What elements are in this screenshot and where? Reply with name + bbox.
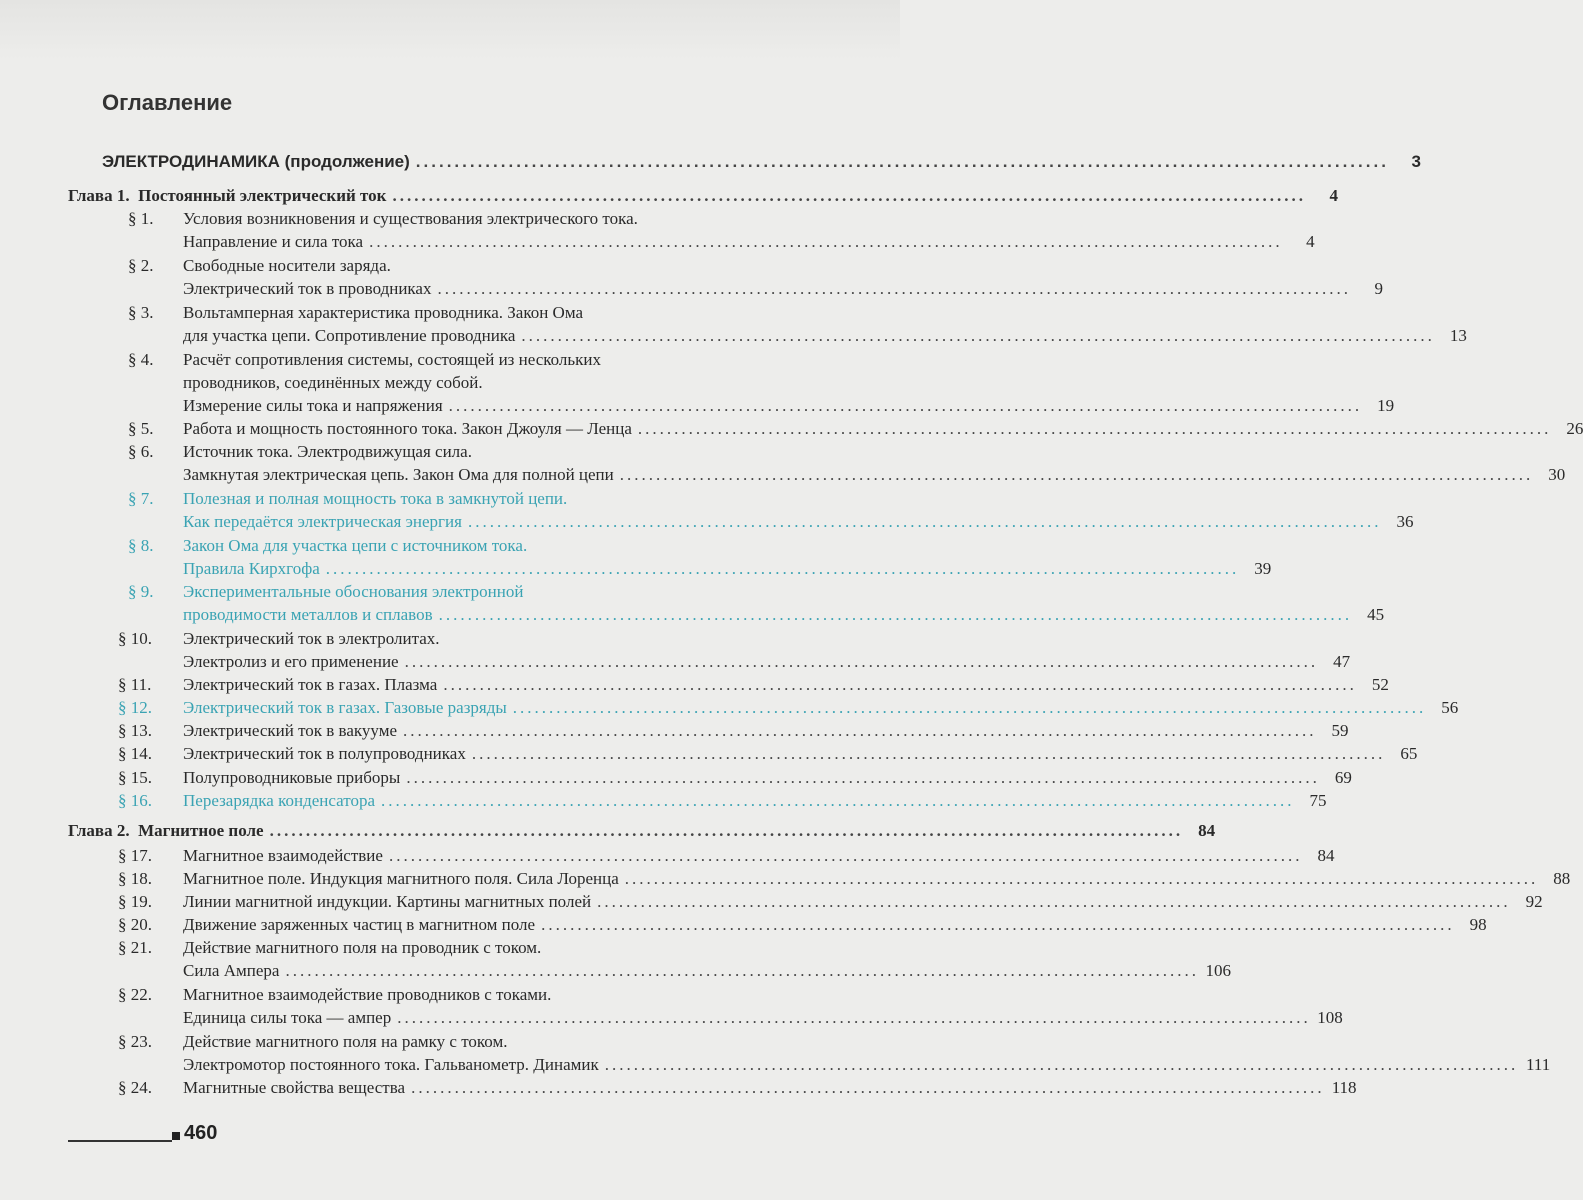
paragraph-title-line: Измерение силы тока и напряжения (183, 396, 443, 415)
toc-paragraph-row[interactable] (183, 1054, 1551, 1076)
paragraph-title-line: для участка цепи. Сопротивление проводника (183, 326, 516, 345)
leader-dots: .............................................................................................................................. (325, 559, 1240, 578)
toc-paragraph-row[interactable] (183, 845, 1335, 867)
toc-paragraph-row[interactable] (183, 511, 1414, 533)
paragraph-title-line: Действие магнитного поля на рамку с током. (183, 1032, 508, 1051)
paragraph-title-line: Замкнутая электрическая цепь. Закон Ома для полной цепи (183, 465, 614, 484)
paragraph-number: § 7. (128, 489, 154, 508)
toc-paragraph-row[interactable] (183, 278, 1383, 300)
paragraph-title-line: проводимости металлов и сплавов (183, 605, 433, 624)
toc-page-number: 30 (1548, 465, 1566, 484)
toc-paragraph-row[interactable] (183, 720, 1349, 742)
toc-page-number: 84 (1198, 821, 1216, 840)
paragraph-number: § 22. (118, 985, 152, 1004)
toc-paragraph-row[interactable] (183, 418, 1583, 440)
paragraph-title-line: Электрический ток в вакууме (183, 721, 398, 740)
paragraph-title-line: Работа и мощность постоянного тока. Закон Джоуля — Ленца (183, 419, 632, 438)
toc-paragraph-row[interactable] (183, 914, 1487, 936)
paragraph-number: § 20. (118, 915, 152, 934)
chapter-label: Глава 1. Постоянный электрический ток (68, 186, 387, 205)
paragraph-title-line: Единица силы тока — ампер (183, 1008, 392, 1027)
leader-dots: .............................................................................................................................. (392, 186, 1306, 205)
toc-page-number: 84 (1317, 846, 1335, 865)
paragraph-number: § 14. (118, 744, 152, 763)
toc-paragraph-row[interactable] (183, 231, 1315, 253)
toc-chapter-row[interactable] (68, 185, 1338, 207)
leader-dots: .............................................................................................................................. (541, 915, 1455, 934)
toc-chapter-row[interactable] (68, 820, 1216, 842)
leader-dots: .............................................................................................................................. (406, 768, 1320, 787)
paragraph-number: § 15. (118, 768, 152, 787)
toc-page-number: 36 (1396, 512, 1414, 531)
toc-paragraph-row[interactable] (183, 464, 1566, 486)
paragraph-title-line: Полезная и полная мощность тока в замкнутой цепи. (183, 489, 568, 508)
toc-page-number: 19 (1377, 396, 1395, 415)
paragraph-number: § 1. (128, 209, 154, 228)
paragraph-title-line: Вольтамперная характеристика проводника. Закон Ома (183, 303, 584, 322)
leader-dots: .............................................................................................................................. (397, 1008, 1311, 1027)
leader-dots: .............................................................................................................................. (415, 152, 1389, 171)
leader-dots: .............................................................................................................................. (269, 821, 1184, 840)
leader-dots: .............................................................................................................................. (404, 652, 1319, 671)
toc-page-number: 39 (1254, 559, 1272, 578)
paragraph-number: § 24. (118, 1078, 152, 1097)
toc-page-number: 75 (1309, 791, 1327, 810)
toc-page-number: 56 (1441, 698, 1459, 717)
page-top-shade (0, 0, 900, 60)
toc-page-number: 118 (1331, 1078, 1357, 1097)
toc-paragraph-row[interactable] (183, 1007, 1343, 1029)
toc-paragraph-row[interactable] (183, 1077, 1357, 1099)
toc-page-number: 26 (1566, 419, 1583, 438)
paragraph-title-line: Электрический ток в полупроводниках (183, 744, 466, 763)
leader-dots: .............................................................................................................................. (521, 326, 1435, 345)
toc-page-number: 4 (1329, 186, 1338, 205)
leader-dots: .............................................................................................................................. (443, 675, 1357, 694)
paragraph-number: § 19. (118, 892, 152, 911)
toc-section-title: ЭЛЕКТРОДИНАМИКА (продолжение) (102, 152, 410, 171)
toc-paragraph-row[interactable] (183, 325, 1467, 347)
toc-page-number: 92 (1525, 892, 1543, 911)
toc-page-number: 47 (1333, 652, 1351, 671)
paragraph-title-line: Расчёт сопротивления системы, состоящей из нескольких (183, 350, 602, 369)
toc-paragraph-row[interactable] (183, 743, 1418, 765)
toc-paragraph-row[interactable] (183, 891, 1543, 913)
paragraph-number: § 10. (118, 629, 152, 648)
leader-dots: .............................................................................................................................. (619, 465, 1534, 484)
paragraph-number: § 4. (128, 350, 154, 369)
toc-page-number: 13 (1449, 326, 1467, 345)
paragraph-title-line: Электрический ток в газах. Газовые разряды (183, 698, 507, 717)
toc-page-number: 3 (1411, 152, 1421, 171)
paragraph-title-line: Полупроводниковые приборы (183, 768, 401, 787)
paragraph-title-line: Как передаётся электрическая энергия (183, 512, 462, 531)
paragraph-title-line: Направление и сила тока (183, 232, 364, 251)
paragraph-title-line: Действие магнитного поля на проводник с током. (183, 938, 542, 957)
toc-page-number: 111 (1525, 1055, 1551, 1074)
leader-dots: .............................................................................................................................. (437, 279, 1351, 298)
paragraph-number: § 17. (118, 846, 152, 865)
leader-dots: .............................................................................................................................. (438, 605, 1353, 624)
toc-paragraph-row[interactable] (183, 395, 1395, 417)
paragraph-number: § 11. (118, 675, 152, 694)
paragraph-title-line: Магнитные свойства вещества (183, 1078, 406, 1097)
toc-page-number: 106 (1205, 961, 1231, 980)
paragraph-title-line: Магнитное поле. Индукция магнитного поля. Сила Лоренца (183, 869, 619, 888)
paragraph-title-line: Электрический ток в газах. Плазма (183, 675, 438, 694)
paragraph-title-line: Электрический ток в электролитах. (183, 629, 440, 648)
paragraph-title-line: Сила Ампера (183, 961, 280, 980)
toc-page-number: 98 (1469, 915, 1487, 934)
leader-dots: .............................................................................................................................. (388, 846, 1303, 865)
toc-page-number: 88 (1553, 869, 1571, 888)
leader-dots: .............................................................................................................................. (467, 512, 1382, 531)
leader-dots: .............................................................................................................................. (381, 791, 1295, 810)
paragraph-title-line: Закон Ома для участка цепи с источником тока. (183, 536, 528, 555)
paragraph-number: § 3. (128, 303, 154, 322)
paragraph-title-line: Правила Кирхгофа (183, 559, 320, 578)
paragraph-title-line: Экспериментальные обоснования электронной (183, 582, 524, 601)
paragraph-number: § 12. (118, 698, 152, 717)
footer-rule (68, 1140, 172, 1142)
paragraph-title-line: Источник тока. Электродвижущая сила. (183, 442, 472, 461)
leader-dots: .............................................................................................................................. (411, 1078, 1325, 1097)
leader-dots: .............................................................................................................................. (604, 1055, 1519, 1074)
toc-paragraph-row[interactable] (183, 558, 1272, 580)
toc-paragraph-row[interactable] (183, 697, 1459, 719)
paragraph-number: § 13. (118, 721, 152, 740)
paragraph-title-line: проводников, соединённых между собой. (183, 373, 483, 392)
toc-page-number: 69 (1334, 768, 1352, 787)
paragraph-title-line: Магнитное взаимодействие проводников с токами. (183, 985, 552, 1004)
leader-dots: .............................................................................................................................. (448, 396, 1363, 415)
page-number: 460 (184, 1122, 218, 1144)
paragraph-number: § 6. (128, 442, 154, 461)
chapter-label: Глава 2. Магнитное поле (68, 821, 264, 840)
toc-page-number: 4 (1306, 232, 1315, 251)
paragraph-number: § 23. (118, 1032, 152, 1051)
toc-paragraph-row[interactable] (183, 790, 1327, 812)
paragraph-title-line: Электролиз и его применение (183, 652, 399, 671)
toc-paragraph-row[interactable] (183, 767, 1352, 789)
toc-page-number: 59 (1331, 721, 1349, 740)
footer-marker (172, 1132, 180, 1140)
toc-page-number: 9 (1374, 279, 1383, 298)
toc-paragraph-row[interactable] (183, 960, 1231, 982)
paragraph-title-line: Магнитное взаимодействие (183, 846, 383, 865)
toc-page-number: 52 (1371, 675, 1389, 694)
paragraph-title-line: Перезарядка конденсатора (183, 791, 375, 810)
paragraph-number: § 16. (118, 791, 152, 810)
toc-paragraph-row[interactable] (183, 604, 1385, 626)
toc-paragraph-row[interactable] (183, 651, 1351, 673)
leader-dots: .............................................................................................................................. (471, 744, 1386, 763)
toc-paragraph-row[interactable] (183, 868, 1571, 890)
page-title: Оглавление (102, 90, 233, 115)
toc-paragraph-row[interactable] (183, 674, 1389, 696)
paragraph-number: § 9. (128, 582, 154, 601)
paragraph-number: § 18. (118, 869, 152, 888)
paragraph-number: § 21. (118, 938, 152, 957)
paragraph-number: § 2. (128, 256, 154, 275)
leader-dots: .............................................................................................................................. (403, 721, 1317, 740)
toc-section-row[interactable] (102, 151, 1421, 173)
leader-dots: .............................................................................................................................. (597, 892, 1511, 911)
leader-dots: .............................................................................................................................. (637, 419, 1552, 438)
leader-dots: .............................................................................................................................. (369, 232, 1283, 251)
paragraph-title-line: Линии магнитной индукции. Картины магнитных полей (183, 892, 592, 911)
paragraph-title-line: Движение заряженных частиц в магнитном поле (183, 915, 536, 934)
toc-page-number: 65 (1400, 744, 1418, 763)
leader-dots: .............................................................................................................................. (512, 698, 1427, 717)
leader-dots: .............................................................................................................................. (624, 869, 1539, 888)
paragraph-title-line: Электромотор постоянного тока. Гальванометр. Динамик (183, 1055, 599, 1074)
toc-page-number: 45 (1367, 605, 1385, 624)
paragraph-title-line: Условия возникновения и существования электрического тока. (183, 209, 638, 228)
leader-dots: .............................................................................................................................. (285, 961, 1199, 980)
paragraph-title-line: Электрический ток в проводниках (183, 279, 432, 298)
paragraph-title-line: Свободные носители заряда. (183, 256, 391, 275)
paragraph-number: § 5. (128, 419, 154, 438)
toc-page-number: 108 (1317, 1008, 1343, 1027)
paragraph-number: § 8. (128, 536, 154, 555)
